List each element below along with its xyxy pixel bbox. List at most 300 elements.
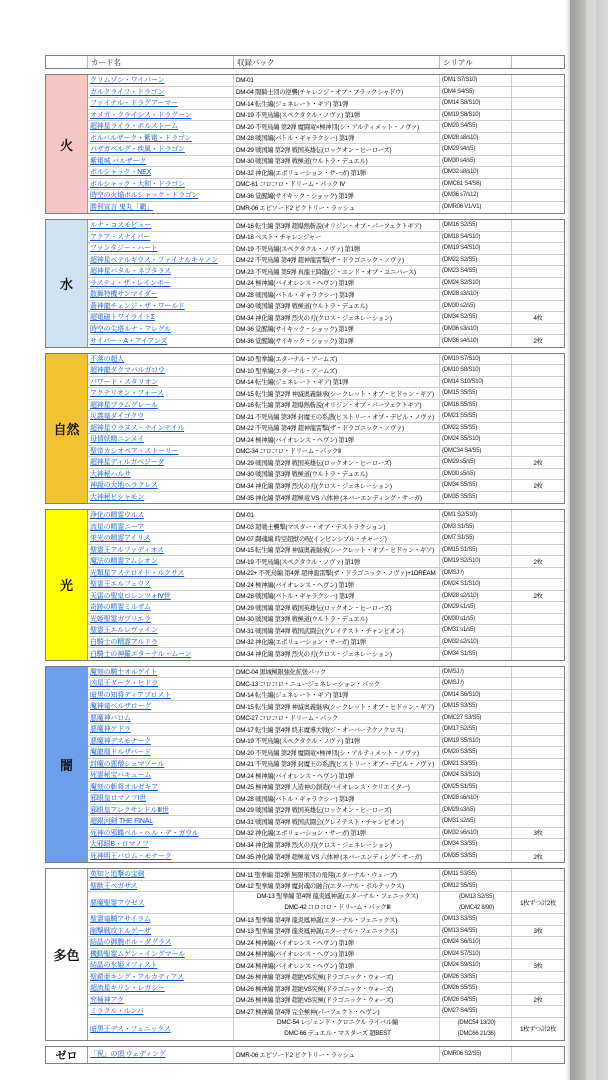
pack-cell: DM-20 不死鳥編 第2弾 魔闘竜×極神団(シ・アルティメット・ノヴァ) [234, 121, 440, 132]
card-link[interactable]: 暗黒王デス・フェニックス [88, 1018, 234, 1040]
count-cell [512, 568, 564, 579]
card-link[interactable]: 勝利宣言 鬼丸「覇」 [88, 202, 234, 214]
pack-cell: DM-25 極神編 第2弾 人造神の創造(バイオレンス・クリエイター) [234, 782, 440, 793]
count-cell [512, 243, 564, 254]
pack-cell: DM-15 転生編 第2弾 神滅奥義継承(シークレット・オブ・ヒドゥン・ギア) [234, 388, 440, 399]
card-link[interactable]: 聖霊竜騎アサイラム [88, 914, 234, 925]
table-row [88, 324, 564, 336]
card-link[interactable]: 超神星ブラムグレール [88, 400, 234, 411]
table-row [88, 278, 564, 290]
card-link[interactable]: 凶星王ダーク・ヒドラ [88, 678, 234, 689]
section-rows [88, 869, 564, 1040]
header-count [512, 56, 564, 68]
pack-cell: DM-36 覚醒編(サイキック・ショック) 第1弾 [234, 335, 440, 347]
serial-cell: (DM24 S3/S10) [440, 770, 512, 781]
serial-cell: (DM10 S8/S10) [440, 365, 512, 376]
serial-cell: (DM30 s5/s5) [440, 469, 512, 480]
pack-cell: DM-36 覚醒編(サイキック・ショック) 第1弾 [234, 324, 440, 335]
serial-cell: (DM16 S5/S5) [440, 400, 512, 411]
pack-cell: DM-19 不死鳥編(スペクタクル・ノヴァ) 第1弾 [234, 736, 440, 747]
card-link[interactable]: 光類星アステロイド・ルクサス [88, 568, 234, 579]
pack-cell: DM-12 聖拳編 第3弾 魔封魂の融合(エターナル・ボルテックス) [234, 881, 440, 892]
pack-cell: DM-04 闇騎士団の逆襲(チャレンジ・オブ・ブラックシャドウ) [234, 87, 440, 98]
card-link[interactable]: 蒼神龍チェンジ・ザ・ワールド [88, 301, 234, 312]
card-link[interactable]: 悪魔神バロム [88, 713, 234, 724]
card-link[interactable]: ファイナル・ドラグアーマー [88, 98, 234, 109]
card-link[interactable]: 英知と追撃の宝剣 [88, 869, 234, 880]
table-sections [45, 74, 565, 1064]
table-row [88, 591, 564, 603]
card-link[interactable]: 栄光の精霊アイリス [88, 533, 234, 544]
count-cell [512, 839, 564, 850]
serial-cell: (DM20 S3/S5) [440, 747, 512, 758]
pack-cell: DM-34 神化編 第3弾 烈火の刃(クロス・ジェネレーション) [234, 312, 440, 323]
count-cell: 4枚 [533, 314, 543, 322]
pack-cell: DM-28 戦国編(バトル・ギャラクシー) 第1弾 [234, 133, 440, 144]
count-cell [512, 365, 564, 376]
card-link[interactable]: 死霊秘宝バキューム [88, 770, 234, 781]
card-link[interactable]: サイバー・A・アイアンズ [88, 335, 234, 347]
section-水 [45, 219, 565, 348]
card-link[interactable]: ルナ・コスモビュー [88, 220, 234, 231]
serial-cell: (DM24 S1/S10) [440, 579, 512, 590]
header-serial: シリアル [440, 56, 512, 68]
table-row [88, 667, 564, 679]
card-link[interactable]: ファンタジー・ハート [88, 243, 234, 254]
serial-cell: (DM27 S4/S5) [440, 1006, 512, 1017]
count-cell [512, 972, 564, 983]
section-自然 [45, 353, 565, 505]
serial-cell: (DM35 S5/S5) [440, 492, 512, 504]
pack-cell: DM-16 転生編 第3弾 超爆熱斬説(オリジン・オブ・パーフェクトギア) [234, 220, 440, 231]
count-cell [512, 179, 564, 190]
pack-cell: DM-30 戦国編 第3弾 戦極道(ウルトラ・デュエル) [234, 469, 440, 480]
card-link[interactable]: 大邪眼B・ロマノフ [88, 839, 234, 850]
card-link[interactable]: 聖霊王アルファディオス [88, 545, 234, 556]
count-cell [512, 110, 564, 121]
table-header [45, 55, 565, 69]
card-link[interactable]: 超流星キリン・レガシー [88, 983, 234, 994]
card-link[interactable]: クリムゾン・ワイバーン [88, 75, 234, 86]
table-row [88, 1006, 564, 1018]
serial-cell: (DM15 S3/S5) [440, 701, 512, 712]
table-row [88, 690, 564, 702]
card-link[interactable]: 聖獣王ペガサス [88, 881, 234, 892]
serial-cell: (DM11 S3/S5) [440, 869, 512, 880]
count-cell [512, 1006, 564, 1017]
table-row [88, 87, 564, 99]
pack-cell: DM-26 極神編 第3弾 超絶VS究極(ドラゴニック・ウォーズ) [234, 983, 440, 994]
serial-cell: (DM26 S3/S5) [440, 972, 512, 983]
table-row [88, 480, 564, 492]
serial-cell: (DM29 s3/s5) [440, 805, 512, 816]
count-cell [512, 121, 564, 132]
serial-cell: (DM35 S3/S5) [440, 851, 512, 863]
serial-cell: (DM24 S6/S10) [440, 937, 512, 948]
table-row [88, 365, 564, 377]
pack-cell: DM-29 戦国編 第2弾 戦国英雄伝(ロックオン・ヒーローズ) [234, 805, 440, 816]
pack-cell: DM-16 転生編 第3弾 超爆熱斬説(オリジン・オブ・パーフェクトギア) [234, 400, 440, 411]
pack-cell: DM-10 聖拳編(エターナル・アームズ) [234, 365, 440, 376]
pack-cell: DMC-13 コロコロ・ニュージェネレーション・パック [234, 678, 440, 689]
card-link[interactable]: 剛撃戦攻ドルゲーザ [88, 926, 234, 937]
pack-cell: DMC-54 レジェンド・クロニクル ライバル編 DMC-66 デュエル・マスターズ 超BEST [234, 1018, 440, 1040]
pack-cell: DM-22 不死鳥編 第4弾 超神龍雷撃(ザ・ドラゴニック・ノヴァ) [234, 423, 440, 434]
table-row [88, 828, 564, 840]
pack-cell: DM-23 不死鳥編 第5弾 真龍王降臨(ジ・エンド・オブ・ユニバース) [234, 266, 440, 277]
table-row [88, 972, 564, 984]
serial-cell: (DMC34 S4/S5) [440, 446, 512, 457]
serial-cell: (DMSJ /) [440, 678, 512, 689]
table-row [88, 793, 564, 805]
card-link[interactable]: 魔法の精霊アムシオン [88, 556, 234, 567]
table-row [88, 110, 564, 122]
count-cell [512, 133, 564, 144]
table-row [88, 724, 564, 736]
count-cell [512, 202, 564, 214]
card-link[interactable]: 超神星ライラ・ボルストーム [88, 121, 234, 132]
count-cell [512, 602, 564, 613]
section-多色 [45, 868, 565, 1041]
card-link[interactable]: 結晶の御腕ボル・ダグラス [88, 937, 234, 948]
card-link[interactable]: 機動聖霊ムゲン・イングマール [88, 949, 234, 960]
count-cell [512, 301, 564, 312]
count-cell [512, 434, 564, 445]
serial-cell: (DM24 S5/S10) [440, 434, 512, 445]
count-cell [512, 637, 564, 648]
count-cell [512, 75, 564, 86]
card-link[interactable]: 流星の精霊ニーア [88, 522, 234, 533]
pack-cell: DM-31 戦国編 第4弾 戦国武闘会(グレイテスト・チャンピオン) [234, 816, 440, 827]
count-cell [512, 411, 564, 422]
serial-cell: (DM21 S5/S5) [440, 411, 512, 422]
card-link[interactable]: 時空の火焔ボルシャック・ドラゴン [88, 190, 234, 201]
card-link[interactable]: 奇跡の精霊ミルザム [88, 602, 234, 613]
serial-cell: (DM28 s2/s10) [440, 591, 512, 602]
count-cell [512, 914, 564, 925]
pack-cell: DM-34 神化編 第3弾 烈火の刃(クロス・ジェネレーション) [234, 648, 440, 660]
card-link[interactable]: 魔刻の騎士オルゲイト [88, 667, 234, 678]
table-row [88, 736, 564, 748]
count-cell [512, 678, 564, 689]
table-row [88, 243, 564, 255]
count-cell [512, 377, 564, 388]
serial-cell: (DM34 S1/S5) [440, 648, 512, 660]
pack-cell: DM-21 不死鳥編 第3弾 封魔王の系譜(ヒストリー・オブ・デビル・ノヴァ) [234, 411, 440, 422]
pack-cell: DM-30 戦国編 第3弾 戦極道(ウルトラ・デュエル) [234, 614, 440, 625]
table-row [88, 782, 564, 794]
pack-cell: DMC-34 コロコロ・ドリーム・パックⅡ [234, 446, 440, 457]
serial-cell: (DMSJ /) [440, 568, 512, 579]
table-row [88, 701, 564, 713]
table-row [88, 457, 564, 469]
card-link[interactable]: 魔神竜ベルザローグ [88, 701, 234, 712]
count-cell [512, 759, 564, 770]
table-row [88, 434, 564, 446]
card-link[interactable]: 封魔の悪僧シュマゾール [88, 759, 234, 770]
card-link[interactable]: 魔刻の斬将オルゼキア [88, 782, 234, 793]
count-cell: 3枚 [533, 962, 543, 970]
count-cell [512, 690, 564, 701]
card-link[interactable]: ボルシャック・大和・ドラゴン [88, 179, 234, 190]
serial-cell: (DM19 S5/S10) [440, 736, 512, 747]
card-link[interactable]: 白騎士の神羅エターナル・ムーン [88, 648, 234, 660]
count-cell: 1枚ずつ計2枚 [520, 1026, 556, 1033]
table-row [88, 98, 564, 110]
table-row [88, 232, 564, 244]
serial-cell: (DM10 S7/S10) [440, 354, 512, 365]
card-link[interactable]: 暗黒の知将ディアブロスト [88, 690, 234, 701]
card-link[interactable]: ボルバルザーク・紫電・ドラゴン [88, 133, 234, 144]
table-row [88, 220, 564, 232]
count-cell [512, 949, 564, 960]
pack-cell: DM-29 戦国編 第2弾 戦国英雄伝(ロックオン・ヒーローズ) [234, 602, 440, 613]
pack-cell: DM-24 極神編(バイオレンス・ヘヴン) 第1弾 [234, 937, 440, 948]
count-cell [512, 805, 564, 816]
header-category-cell [46, 56, 88, 68]
serial-cell: (DM19 S2/S10) [440, 556, 512, 567]
card-link[interactable]: 聖霊王エルフェウス [88, 579, 234, 590]
table-row [88, 568, 564, 580]
section-光 [45, 509, 565, 661]
header-pack: 収録パック [234, 56, 440, 68]
card-link[interactable]: 悪魔神デスモナーク [88, 736, 234, 747]
table-row [88, 179, 564, 191]
serial-cell: (DM3 S1/S5) [440, 522, 512, 533]
pack-cell: DM-32 神化編(エボリューション・サーガ) 第1弾 [234, 637, 440, 648]
serial-cell: (DMC54 13/20) (DMC66 21/36) [440, 1018, 512, 1040]
serial-cell: (DM30 s1/s5) [440, 614, 512, 625]
section-rows [88, 75, 564, 213]
serial-cell: (DM14 S8/S10) [440, 98, 512, 109]
card-link[interactable]: ミラクル・ルンバ [88, 1006, 234, 1017]
table-row [88, 881, 564, 893]
pack-cell: DM-31 戦国編 第4弾 戦国武闘会(グレイテスト・チャンピオン) [234, 625, 440, 636]
card-link[interactable]: 邪眼皇ロマノフⅠ世 [88, 793, 234, 804]
table-row [88, 301, 564, 313]
table-row [88, 354, 564, 366]
serial-cell: (DM28 s6/s10) [440, 793, 512, 804]
card-link[interactable]: パワード・スタリオン [88, 377, 234, 388]
card-link[interactable]: 大神秘ビシャモン [88, 492, 234, 504]
card-link[interactable]: 超電磁トワイライトΣ [88, 312, 234, 323]
serial-cell: (DM28 s8/s10) [440, 133, 512, 144]
section-rows [88, 354, 564, 504]
pack-cell: DM-11 聖拳編 第2弾 無限軍団の飛翔(エターナル・ウェーブ) [234, 869, 440, 880]
serial-cell: (DM24 S7/S10) [440, 949, 512, 960]
category-label: 自然 [46, 354, 88, 504]
card-link[interactable]: バザガベルグ・疾風・ドラゴン [88, 144, 234, 155]
count-cell [512, 614, 564, 625]
table-row [88, 614, 564, 626]
count-cell: 1枚ずつ計2枚 [520, 900, 556, 907]
card-link[interactable]: 天雷の聖皇ロレンツォⅣ世 [88, 591, 234, 602]
card-link[interactable]: 超神星ウラヌス・ナインテイル [88, 423, 234, 434]
pack-cell: DM-27 極神編 第4弾 完全極神(パーフェクト・ヘヴン) [234, 1006, 440, 1017]
card-link[interactable]: 超神龍ダクマバルガロウ [88, 365, 234, 376]
pack-cell: DM-26 極神編 第3弾 超絶VS究極(ドラゴニック・ウォーズ) [234, 972, 440, 983]
table-row [88, 625, 564, 637]
pack-cell: DM-35 神化編 第4弾 超極竜 VS 六体神 (ネバーエンディング・サーガ) [234, 851, 440, 863]
card-link[interactable]: 死神の邪蝶ベル・ヘル・デ・ガウル [88, 828, 234, 839]
card-link[interactable]: 超神星バタル・ネプタラス [88, 266, 234, 277]
serial-cell: (DM1 S7/S10) [440, 75, 512, 86]
card-link[interactable]: 神誕の大地ヘラクレス [88, 480, 234, 491]
pack-cell: DMC-04 黒城極限強化拡張パック [234, 667, 440, 678]
table-row [88, 1047, 564, 1062]
pack-cell: DM-14 転生編(ジェネレート・ギア) 第1弾 [234, 690, 440, 701]
card-link[interactable]: 死神明王バロム・モナーク [88, 851, 234, 863]
category-label: 多色 [46, 869, 88, 1040]
card-link[interactable]: 時空の尖塔ルナ・アレグル [88, 324, 234, 335]
card-link[interactable]: 大神秘ハルサ [88, 469, 234, 480]
pack-cell: DM-32 神化編(エボリューション・サーガ) 第1弾 [234, 828, 440, 839]
count-cell [512, 816, 564, 827]
pack-cell: DM-34 神化編 第3弾 烈火の刃(クロス・ジェネレーション) [234, 480, 440, 491]
card-link[interactable]: 超神星ディルガベジーダ [88, 457, 234, 468]
serial-cell: (DM14 S6/S10) [440, 690, 512, 701]
serial-cell: (DM18 S4/S10) [440, 232, 512, 243]
card-link[interactable]: 魔龍凰ドルザバード [88, 747, 234, 758]
count-cell [512, 400, 564, 411]
table-row [88, 469, 564, 481]
count-cell [512, 736, 564, 747]
pack-cell: DM-24 極神編(バイオレンス・ヘヴン) 第1弾 [234, 770, 440, 781]
serial-cell: (DM26 S4/S5) [440, 995, 512, 1006]
pack-cell: DM-15 転生編 第2弾 神滅奥義継承(シークレット・オブ・ヒドゥン・ギア) [234, 545, 440, 556]
card-link[interactable]: 不落の超人 [88, 354, 234, 365]
card-link[interactable]: 結晶の氷姫メフィスト [88, 960, 234, 971]
table-row [88, 377, 564, 389]
count-cell [512, 713, 564, 724]
serial-cell: (DM19 S4/S10) [440, 243, 512, 254]
card-link[interactable]: 究極神アク [88, 995, 234, 1006]
count-cell [512, 983, 564, 994]
count-cell [512, 266, 564, 277]
serial-cell: (DM34 S2/S5) [440, 312, 512, 323]
card-link[interactable]: 聖霊王エルレヴァイン [88, 625, 234, 636]
count-cell: 2枚 [533, 338, 543, 346]
count-cell [512, 278, 564, 289]
pack-cell: DM-18 ベスト・チャレンジャー [234, 232, 440, 243]
card-link[interactable]: 悪魔神ゲドラ [88, 724, 234, 735]
serial-cell: (DM13 S3/S5) [440, 914, 512, 925]
pack-cell: DM-21 不死鳥編 第3弾 封魔王の系譜(ヒストリー・オブ・デビル・ノヴァ) [234, 759, 440, 770]
count-cell [512, 255, 564, 266]
count-cell [512, 324, 564, 335]
card-link[interactable]: 白騎士の精霊アルドラ [88, 637, 234, 648]
count-cell: 2枚 [533, 853, 543, 861]
card-link[interactable]: 災義竜ダイゴクウ [88, 411, 234, 422]
card-link[interactable]: 悪魔聖霊アウゼス [88, 892, 234, 913]
count-cell [512, 354, 564, 365]
serial-cell: (DM34 S5/S5) [440, 480, 512, 491]
table-row [88, 289, 564, 301]
table-row [88, 816, 564, 828]
table-row [88, 510, 564, 522]
card-link[interactable]: 母情妖精ニンメイ [88, 434, 234, 445]
section-ゼロ [45, 1046, 565, 1064]
pack-cell: DM-14 転生編(ジェネレート・ギア) 第1弾 [234, 98, 440, 109]
card-link[interactable]: 邪眼皇アレクサンドルⅢ世 [88, 805, 234, 816]
serial-cell: (DM29 s5/s5) [440, 457, 512, 468]
table-row [88, 400, 564, 412]
card-link[interactable]: 光姫聖霊ガブリエラ [88, 614, 234, 625]
pack-cell: DM-22 不死鳥編 第4弾 超神龍雷撃(ザ・ドラゴニック・ノヴァ) [234, 255, 440, 266]
card-link[interactable]: オメガ・クライシス・ドラグーン [88, 110, 234, 121]
card-link[interactable]: 超神星ベテルギウス・ファイナルキャノン [88, 255, 234, 266]
table-row [88, 937, 564, 949]
pack-cell: DM-14 転生編(ジェネレート・ギア) 第1弾 [234, 377, 440, 388]
card-link[interactable]: ボルシャック・NEX [88, 167, 234, 178]
table-row [88, 556, 564, 568]
count-cell [512, 782, 564, 793]
card-link[interactable]: アクア・スナイパー [88, 232, 234, 243]
pack-cell: DM-24 極神編(バイオレンス・ヘヴン) 第1弾 [234, 960, 440, 971]
serial-cell: (DM24 S9/S10) [440, 960, 512, 971]
serial-cell: (DM12 S5/S5) [440, 881, 512, 892]
pack-cell: DM-28 戦国編(バトル・ギャラクシー) 第1弾 [234, 591, 440, 602]
table-row [88, 995, 564, 1007]
serial-cell: (DM23 S4/S5) [440, 266, 512, 277]
pack-cell: DM-26 極神編 第3弾 超絶VS究極(ドラゴニック・ウォーズ) [234, 995, 440, 1006]
table-row [88, 75, 564, 87]
serial-cell: (DMR06 S2/S5) [440, 1047, 512, 1062]
table-row [88, 492, 564, 504]
table-row [88, 678, 564, 690]
card-link[interactable]: 「祝」の頂 ウェディング [88, 1047, 234, 1062]
table-row [88, 983, 564, 995]
serial-cell: (DM15 S1/S5) [440, 545, 512, 556]
card-link[interactable]: 紫電城 バルザーク [88, 156, 234, 167]
card-link[interactable]: 散舞特機サンマイダー [88, 289, 234, 300]
card-link[interactable]: 浄化の精霊ウルス [88, 510, 234, 521]
section-rows [88, 667, 564, 863]
table-row [88, 312, 564, 324]
header-card-name: カード名 [88, 56, 234, 68]
card-link[interactable]: 聖帝カシオペア・ストーリー [88, 446, 234, 457]
card-link[interactable]: ガルクライフ・ドラゴン [88, 87, 234, 98]
count-cell [512, 747, 564, 758]
table-row [88, 255, 564, 267]
card-link[interactable]: アクテリオン・フォース [88, 388, 234, 399]
pack-cell: DM-24 極神編(バイオレンス・ヘヴン) 第1弾 [234, 579, 440, 590]
card-link[interactable]: ラスティ・ザ・レインボー [88, 278, 234, 289]
table-row [88, 335, 564, 347]
category-label: 闇 [46, 667, 88, 863]
count-cell [512, 701, 564, 712]
table-row [88, 770, 564, 782]
count-cell [512, 388, 564, 399]
category-label: 光 [46, 510, 88, 660]
serial-cell: (DM32 s6/s10) [440, 828, 512, 839]
count-cell [512, 446, 564, 457]
count-cell [512, 423, 564, 434]
card-link[interactable]: 聖鎧亜キング・アルカディアス [88, 972, 234, 983]
serial-cell: (DM29 s4/s5) [440, 144, 512, 155]
serial-cell: (DMC27 S3/S5) [440, 713, 512, 724]
count-cell [512, 98, 564, 109]
serial-cell: (DMR06 V1/V1) [440, 202, 512, 214]
count-cell [512, 522, 564, 533]
pack-cell: DM-28 戦国編(バトル・ギャラクシー) 第1弾 [234, 289, 440, 300]
card-link[interactable]: 超銀河剣 THE FINAL [88, 816, 234, 827]
pack-cell: DM-24 極神編(バイオレンス・ヘヴン) 第1弾 [234, 434, 440, 445]
pack-cell: DM-22+ 不死鳥編 第4弾 超神龍雷撃(ザ・ドラゴニック・ノヴァ)+1DREAM [234, 568, 440, 579]
table-row [88, 914, 564, 926]
table-row [88, 545, 564, 557]
table-row [88, 851, 564, 863]
